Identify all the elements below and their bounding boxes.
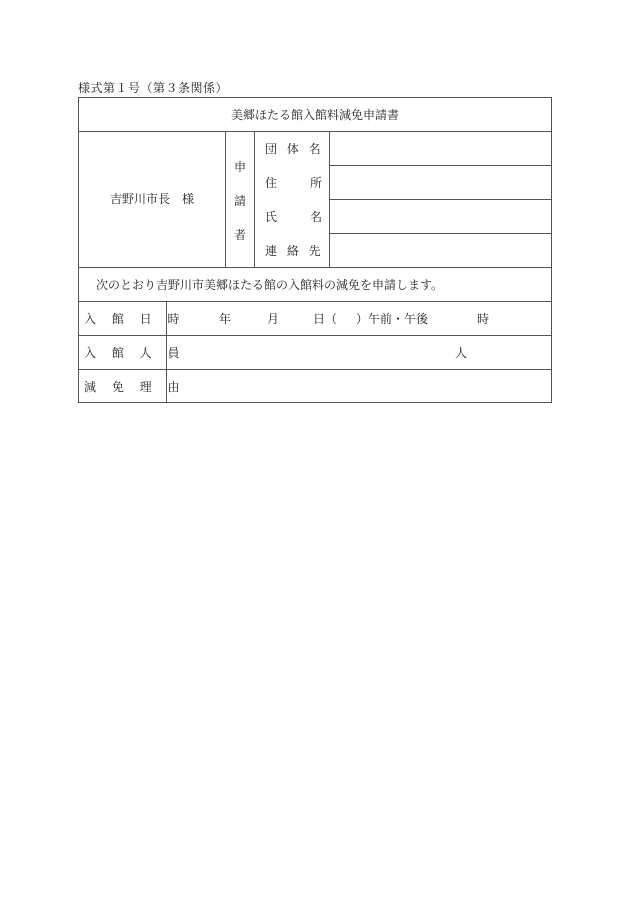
- rule-applicant-1: [329, 165, 551, 166]
- rule-under-datetime: [79, 335, 551, 336]
- datetime-day-unit: 日（: [313, 312, 338, 326]
- field-label-organization: 団 体 名: [265, 142, 324, 156]
- form-number-label: 様式第１号（第３条関係）: [78, 81, 229, 95]
- application-form-table: [78, 97, 552, 403]
- rule-under-visitors: [79, 369, 551, 370]
- row-label-visit-datetime: 入 館 日 時: [84, 312, 186, 326]
- row-label-reason: 減 免 理 由: [84, 380, 186, 394]
- applicant-label-char: 請: [233, 194, 246, 208]
- field-label-name: 氏 名: [265, 210, 326, 224]
- field-value-contact[interactable]: [335, 244, 545, 260]
- applicant-label-char: 者: [233, 228, 246, 242]
- row-label-visitors: 入 館 人 員: [84, 346, 186, 360]
- field-value-name[interactable]: [335, 210, 545, 226]
- addressee: 吉野川市長 様: [109, 192, 194, 206]
- reason-value[interactable]: [173, 380, 543, 396]
- rule-under-statement: [79, 301, 551, 302]
- form-title: 美郷ほたる館入館料減免申請書: [230, 108, 399, 122]
- rule-applicant-3: [329, 233, 551, 234]
- datetime-ampm: ）午前・午後: [356, 312, 429, 326]
- rule-under-applicant: [79, 267, 551, 268]
- rule-applicant-col-left: [225, 132, 226, 267]
- datetime-year-unit: 年: [219, 312, 232, 326]
- rule-applicant-col-right: [254, 132, 255, 267]
- application-statement: 次のとおり吉野川市美郷ほたる館の入館料の減免を申請します。: [96, 278, 444, 292]
- datetime-month-unit: 月: [267, 312, 280, 326]
- rule-under-title: [79, 131, 551, 132]
- field-label-contact: 連 絡 先: [265, 244, 324, 258]
- field-label-address: 住 所: [265, 176, 326, 190]
- datetime-hour-unit: 時: [477, 312, 490, 326]
- rule-applicant-2: [329, 199, 551, 200]
- field-value-address[interactable]: [335, 176, 545, 192]
- rule-field-label-col: [329, 132, 330, 267]
- applicant-label-char: 申: [233, 160, 246, 174]
- field-value-organization[interactable]: [335, 142, 545, 158]
- visitors-unit: 人: [455, 346, 468, 360]
